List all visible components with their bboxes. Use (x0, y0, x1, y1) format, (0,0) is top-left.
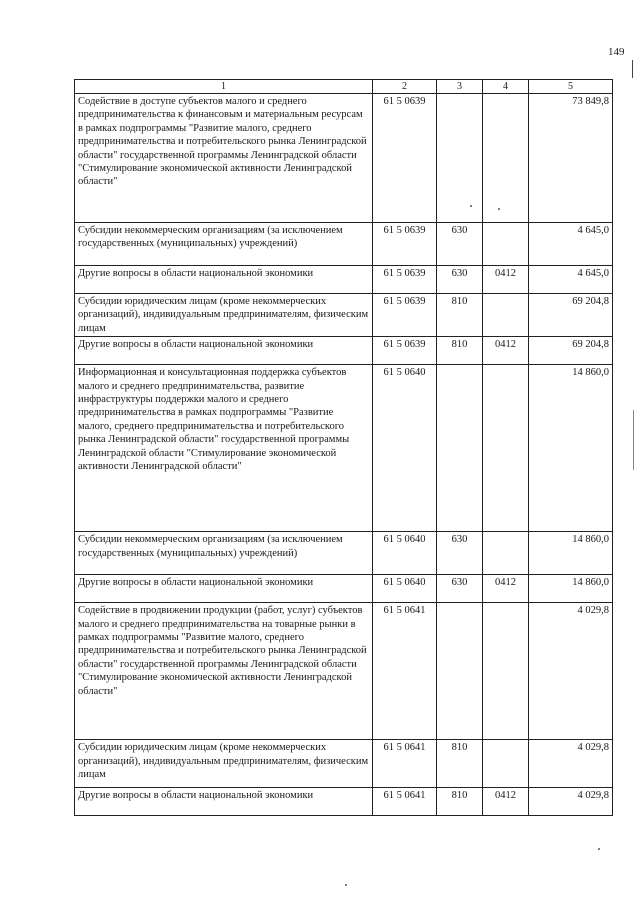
row-vr (437, 365, 483, 532)
row-csr: 61 5 0639 (373, 337, 437, 365)
table-row (75, 365, 613, 532)
budget-table (74, 79, 613, 816)
row-csr: 61 5 0639 (373, 266, 437, 294)
row-vr (437, 603, 483, 740)
row-amount: 4 645,0 (529, 223, 613, 266)
table-row (75, 223, 613, 266)
header-col-4: 4 (483, 80, 529, 94)
row-vr: 630 (437, 532, 483, 575)
row-csr: 61 5 0640 (373, 365, 437, 532)
row-csr: 61 5 0640 (373, 575, 437, 603)
row-rz: 0412 (483, 337, 529, 365)
scan-speck (345, 884, 347, 886)
table-row (75, 532, 613, 575)
row-csr: 61 5 0639 (373, 294, 437, 337)
header-col-1: 1 (75, 80, 373, 94)
row-csr: 61 5 0639 (373, 94, 437, 223)
table-row (75, 337, 613, 365)
row-amount: 4 645,0 (529, 266, 613, 294)
table-row (75, 740, 613, 788)
row-vr: 810 (437, 788, 483, 816)
row-amount: 14 860,0 (529, 532, 613, 575)
table-row (75, 294, 613, 337)
row-rz: 0412 (483, 575, 529, 603)
scan-edge-mark (632, 60, 633, 78)
row-amount: 69 204,8 (529, 337, 613, 365)
row-csr: 61 5 0640 (373, 532, 437, 575)
row-csr: 61 5 0641 (373, 740, 437, 788)
row-vr: 810 (437, 294, 483, 337)
header-col-5: 5 (529, 80, 613, 94)
header-col-3: 3 (437, 80, 483, 94)
row-rz (483, 94, 529, 223)
row-name: Содействие в доступе субъектов малого и среднего предпринимательства к финансовым и материальным ресурсам в рамках подпрограммы "Развитие малого, среднего предпринимательства и потребительского рынка Ленинградской области" государственной программы Ленинградской области "Стимулирование экономической активности Ленинградской области" (75, 94, 373, 223)
row-name: Субсидии некоммерческим организациям (за исключением государственных (муниципальных) учреждений) (75, 532, 373, 575)
table-row (75, 575, 613, 603)
row-amount: 14 860,0 (529, 365, 613, 532)
table-row (75, 266, 613, 294)
row-rz: 0412 (483, 266, 529, 294)
row-name: Другие вопросы в области национальной экономики (75, 788, 373, 816)
row-name: Другие вопросы в области национальной экономики (75, 575, 373, 603)
scan-edge-mark (633, 410, 634, 470)
row-vr: 630 (437, 266, 483, 294)
row-vr: 630 (437, 575, 483, 603)
row-amount: 73 849,8 (529, 94, 613, 223)
row-amount: 14 860,0 (529, 575, 613, 603)
row-name: Субсидии юридическим лицам (кроме некоммерческих организаций), индивидуальным предпринимателям, физическим лицам (75, 294, 373, 337)
row-amount: 4 029,8 (529, 740, 613, 788)
row-rz: 0412 (483, 788, 529, 816)
row-rz (483, 294, 529, 337)
table-row (75, 94, 613, 223)
row-vr: 630 (437, 223, 483, 266)
row-rz (483, 223, 529, 266)
row-name: Субсидии некоммерческим организациям (за исключением государственных (муниципальных) учреждений) (75, 223, 373, 266)
row-rz (483, 365, 529, 532)
row-csr: 61 5 0641 (373, 788, 437, 816)
row-amount: 4 029,8 (529, 788, 613, 816)
row-name: Другие вопросы в области национальной экономики (75, 266, 373, 294)
page-number: 149 (608, 46, 625, 58)
row-name: Содействие в продвижении продукции (работ, услуг) субъектов малого и среднего предпринимательства на товарные рынки в рамках подпрограммы "Развитие малого, среднего предпринимательства и потребительского рынка Ленинградской области" государственной программы Ленинградской области "Стимулирование экономической активности Ленинградской области" (75, 603, 373, 740)
row-vr (437, 94, 483, 223)
row-name: Информационная и консультационная поддержка субъектов малого и среднего предпринимательства, развитие инфраструктуры поддержки малого и среднего предпринимательства в рамках подпрограммы "Развитие малого, среднего предпринимательства и потребительского рынка Ленинградской области" государственной программы Ленинградской области "Стимулирование экономической активности Ленинградской области" (75, 365, 373, 532)
row-vr: 810 (437, 740, 483, 788)
row-csr: 61 5 0641 (373, 603, 437, 740)
row-rz (483, 532, 529, 575)
row-name: Субсидии юридическим лицам (кроме некоммерческих организаций), индивидуальным предпринимателям, физическим лицам (75, 740, 373, 788)
table-row (75, 603, 613, 740)
row-rz (483, 603, 529, 740)
table-row (75, 788, 613, 816)
row-csr: 61 5 0639 (373, 223, 437, 266)
row-amount: 4 029,8 (529, 603, 613, 740)
header-col-2: 2 (373, 80, 437, 94)
scan-speck (598, 848, 600, 850)
table-header-row (75, 80, 613, 94)
row-vr: 810 (437, 337, 483, 365)
row-name: Другие вопросы в области национальной экономики (75, 337, 373, 365)
row-amount: 69 204,8 (529, 294, 613, 337)
row-rz (483, 740, 529, 788)
